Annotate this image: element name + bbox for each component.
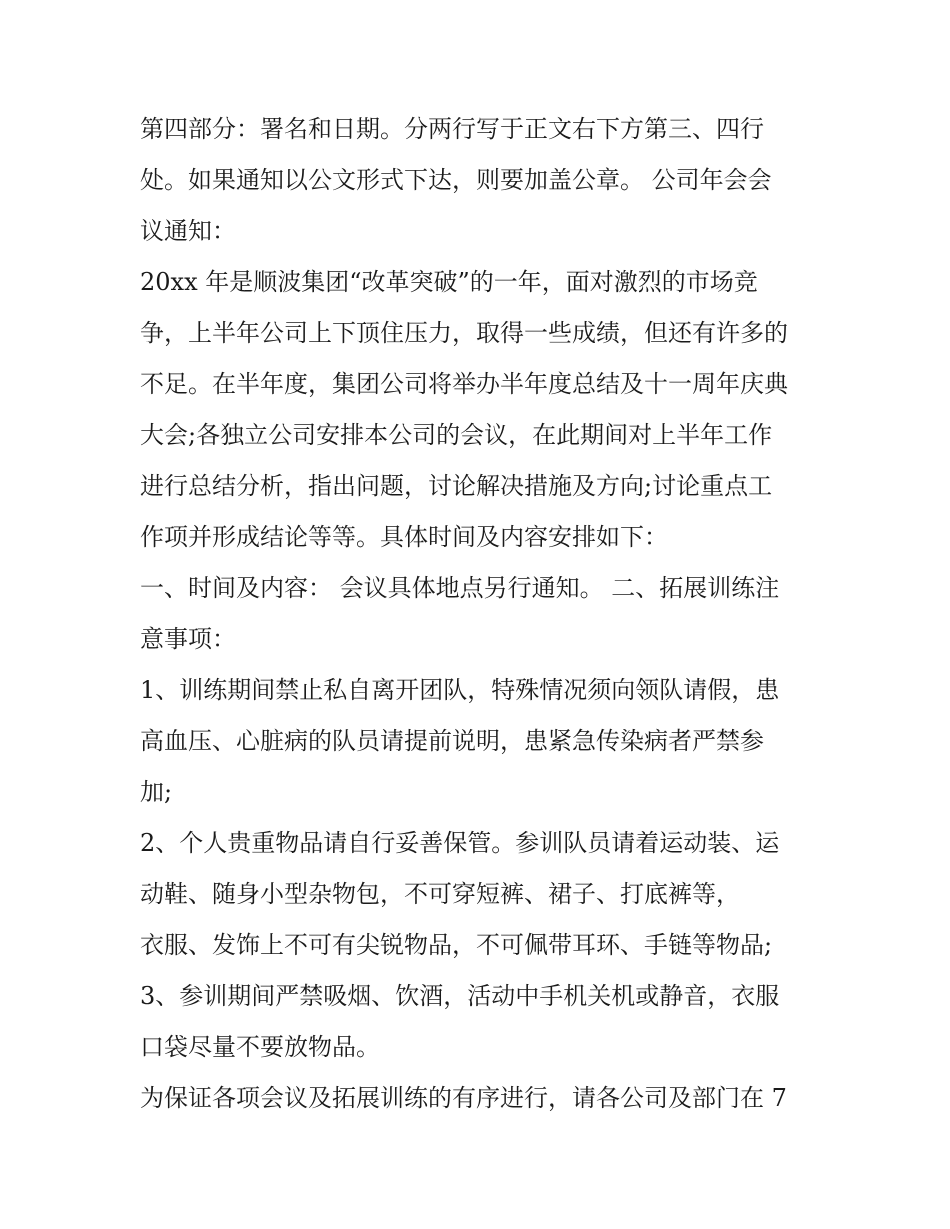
text-line-7: 大会;各独立公司安排本公司的会议，在此期间对上半年工作: [140, 421, 773, 449]
text-line-6: 不足。在半年度，集团公司将举办半年度总结及十一周年庆典: [140, 370, 788, 398]
text-line-16: 动鞋、随身小型杂物包，不可穿短裤、裙子、打底裤等，: [140, 880, 740, 908]
text-line-13: 高血压、心脏病的队员请提前说明，患紧急传染病者严禁参: [140, 727, 764, 755]
text-line-8: 进行总结分析，指出问题，讨论解决措施及方向;讨论重点工: [140, 472, 773, 500]
text-line-4: 20xx 年是顺波集团“改革突破”的一年，面对激烈的市场竞: [140, 268, 758, 296]
text-line-14: 加;: [140, 778, 173, 806]
text-line-18: 3、参训期间严禁吸烟、饮酒，活动中手机关机或静音，衣服: [140, 982, 780, 1010]
text-line-19: 口袋尽量不要放物品。: [140, 1033, 380, 1061]
text-line-10: 一、时间及内容： 会议具体地点另行通知。 二、拓展训练注: [140, 574, 780, 602]
text-line-12: 1、训练期间禁止私自离开团队，特殊情况须向领队请假，患: [140, 676, 780, 704]
text-line-3: 议通知：: [140, 217, 236, 245]
text-line-9: 作项并形成结论等等。具体时间及内容安排如下：: [140, 523, 668, 551]
text-line-17: 衣服、发饰上不可有尖锐物品，不可佩带耳环、手链等物品;: [140, 931, 773, 959]
text-line-2: 处。如果通知以公文形式下达，则要加盖公章。 公司年会会: [140, 166, 772, 194]
text-line-11: 意事项：: [140, 625, 236, 653]
text-line-5: 争，上半年公司上下顶住压力，取得一些成绩，但还有许多的: [140, 319, 788, 347]
text-line-1: 第四部分：署名和日期。分两行写于正文右下方第三、四行: [140, 115, 764, 143]
text-line-15: 2、个人贵重物品请自行妥善保管。参训队员请着运动装、运: [140, 829, 780, 857]
text-line-20: 为保证各项会议及拓展训练的有序进行，请各公司及部门在 7: [140, 1084, 787, 1112]
